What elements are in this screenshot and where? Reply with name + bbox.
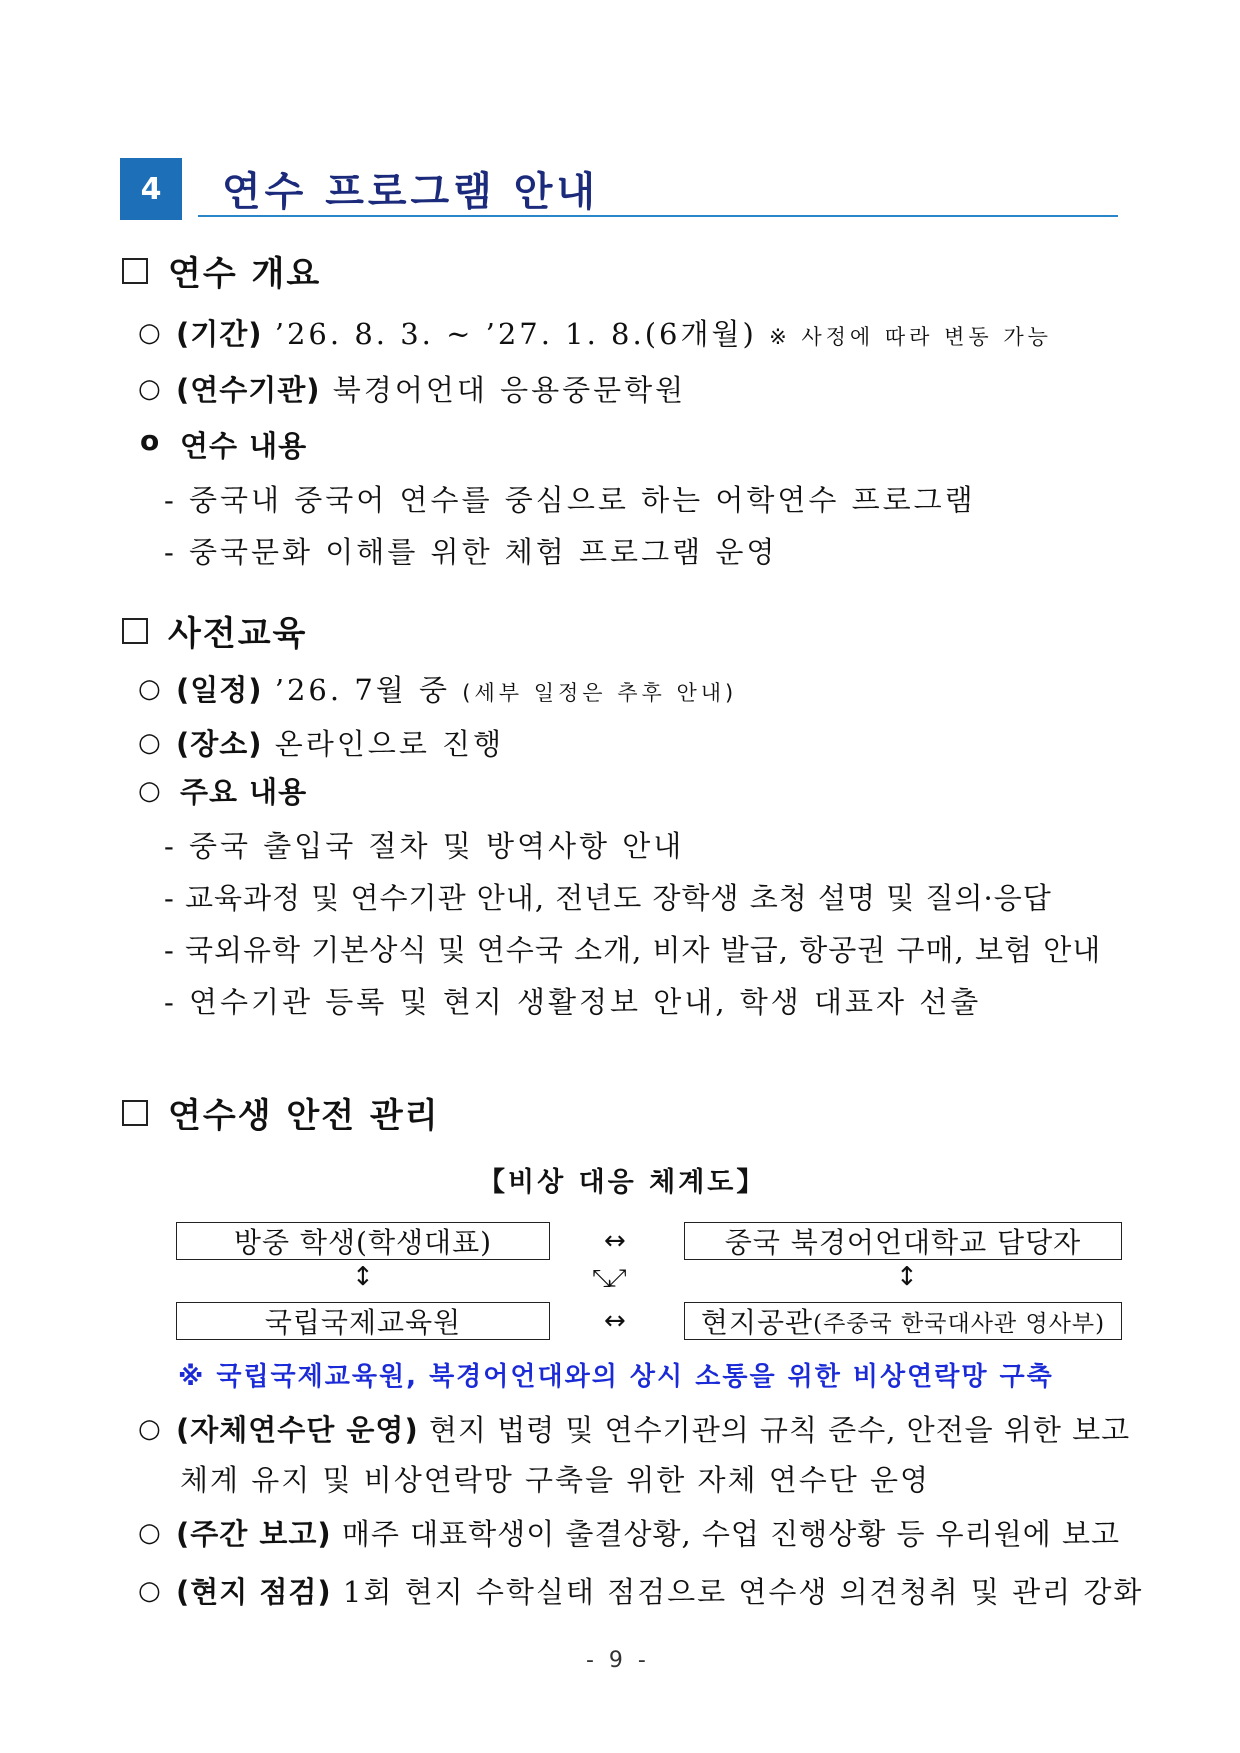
bold-bullet-icon: o: [140, 424, 160, 457]
schedule-line: [176, 668, 737, 709]
checkbox-icon: [122, 618, 148, 644]
niied-box: 국립국제교육원: [176, 1302, 550, 1340]
check-line: [176, 1570, 1143, 1611]
institution-label: (연수기관): [176, 373, 321, 407]
institution-value: 북경어언대 응용중문학원: [332, 373, 687, 407]
checkbox-icon: [122, 258, 148, 284]
list-item: - 중국문화 이해를 위한 체험 프로그램 운영: [164, 535, 778, 569]
section-divider: [198, 215, 1118, 217]
circle-bullet-icon: ○: [138, 1518, 161, 1548]
check-text: 1회 현지 수학실태 점검으로 연수생 의견청취 및 관리 강화: [342, 1575, 1144, 1609]
section-title: 연수 프로그램 안내: [222, 169, 599, 215]
list-item: - 교육과정 및 연수기관 안내, 전년도 장학생 초청 설명 및 질의·응답: [164, 881, 1052, 915]
pre-heading: 사전교육: [168, 614, 308, 654]
checkbox-icon: [122, 1100, 148, 1126]
list-item: - 국외유학 기본상식 및 연수국 소개, 비자 발급, 항공권 구매, 보험 안내: [164, 933, 1102, 967]
self-line: [176, 1408, 1130, 1449]
place-value: 온라인으로 진행: [274, 727, 505, 761]
double-arrow-icon: ↔: [604, 1306, 626, 1336]
circle-bullet-icon: ○: [138, 728, 161, 758]
blcu-box: 중국 북경어언대학교 담당자: [684, 1222, 1122, 1260]
student-box: 방중 학생(학생대표): [176, 1222, 550, 1260]
contact-note: ※ 국립국제교육원, 북경어언대와의 상시 소통을 위한 비상연락망 구축: [178, 1362, 1054, 1392]
pre-content-label: 주요 내용: [180, 775, 308, 809]
circle-bullet-icon: ○: [138, 776, 161, 806]
period-value: ’26. 8. 3. ~ ’27. 1. 8.(6개월): [274, 317, 757, 351]
place-label: (장소): [176, 727, 263, 761]
period-label: (기간): [176, 317, 263, 351]
double-arrow-icon: ↔: [604, 1226, 626, 1256]
place-line: [176, 722, 504, 763]
weekly-line: [176, 1512, 1120, 1553]
weekly-label: (주간 보고): [176, 1517, 332, 1551]
institution-line: [176, 368, 686, 409]
circle-bullet-icon: ○: [138, 318, 161, 348]
circle-bullet-icon: ○: [138, 1414, 161, 1444]
overview-heading: 연수 개요: [168, 254, 322, 294]
check-label: (현지 점검): [176, 1575, 332, 1609]
cross-arrow-icon: ⤡⤢: [592, 1264, 623, 1292]
consulate-sub: (주중국 한국대사관 영사부): [813, 1310, 1106, 1337]
content-label: 연수 내용: [180, 429, 308, 463]
schedule-value: ’26. 7월 중: [274, 673, 451, 707]
list-item: - 중국 출입국 절차 및 방역사항 안내: [164, 829, 685, 863]
section-number: 4: [120, 158, 182, 220]
vertical-arrow-icon: ↕: [352, 1262, 374, 1292]
list-item: - 중국내 중국어 연수를 중심으로 하는 어학연수 프로그램: [164, 483, 976, 517]
period-note: ※ 사정에 따라 변동 가능: [769, 325, 1052, 349]
self-text: 현지 법령 및 연수기관의 규칙 준수, 안전을 위한 보고: [428, 1413, 1131, 1447]
circle-bullet-icon: ○: [138, 1576, 161, 1606]
list-item: - 연수기관 등록 및 현지 생활정보 안내, 학생 대표자 선출: [164, 985, 982, 1019]
safety-heading: 연수생 안전 관리: [168, 1096, 440, 1136]
consulate-main: 현지공관: [700, 1306, 814, 1339]
schedule-label: (일정): [176, 673, 263, 707]
circle-bullet-icon: ○: [138, 674, 161, 704]
vertical-arrow-icon: ↕: [896, 1262, 918, 1292]
schedule-note: (세부 일정은 추후 안내): [462, 681, 738, 705]
weekly-text: 매주 대표학생이 출결상황, 수업 진행상황 등 우리원에 보고: [341, 1517, 1120, 1551]
consulate-box: [684, 1302, 1122, 1340]
self-text-cont: 체계 유지 및 비상연락망 구축을 위한 자체 연수단 운영: [180, 1463, 931, 1497]
diagram-title: 【비상 대응 체계도】: [478, 1167, 767, 1198]
period-line: [176, 312, 1052, 353]
circle-bullet-icon: ○: [138, 374, 161, 404]
self-label: (자체연수단 운영): [176, 1413, 419, 1447]
page-number: - 9 -: [586, 1648, 650, 1673]
